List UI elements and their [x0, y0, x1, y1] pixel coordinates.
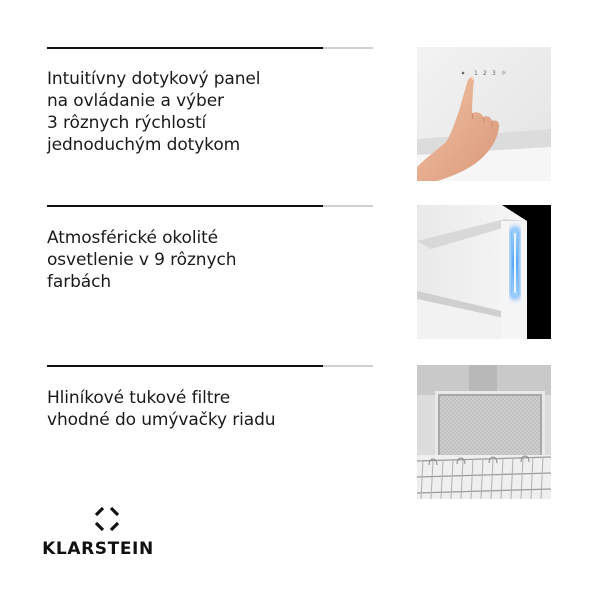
section-divider: [47, 365, 373, 367]
section-divider: [47, 205, 373, 207]
brand-name: KLARSTEIN: [42, 539, 154, 559]
feature-description: Hliníkové tukové filtre vhodné do umývačky riadu: [47, 388, 276, 430]
touch-panel-photo: [417, 47, 551, 181]
feature-description: Atmosférické okolité osvetlenie v 9 rôznych farbách: [47, 228, 237, 292]
svg-text:3: 3: [492, 70, 496, 77]
feature-description: Intuitívny dotykový panel na ovládanie a výber 3 rôznych rýchlostí jednoduchým dotykom: [47, 69, 261, 155]
section-divider: [47, 47, 373, 49]
grease-filter-photo: [417, 365, 551, 499]
brand-logo: [42, 505, 167, 559]
svg-text:☼: ☼: [501, 70, 507, 77]
klarstein-logo-icon: [93, 505, 121, 533]
svg-text:2: 2: [483, 70, 487, 77]
svg-text:1: 1: [474, 70, 478, 77]
ambient-lighting-photo: [417, 205, 551, 339]
